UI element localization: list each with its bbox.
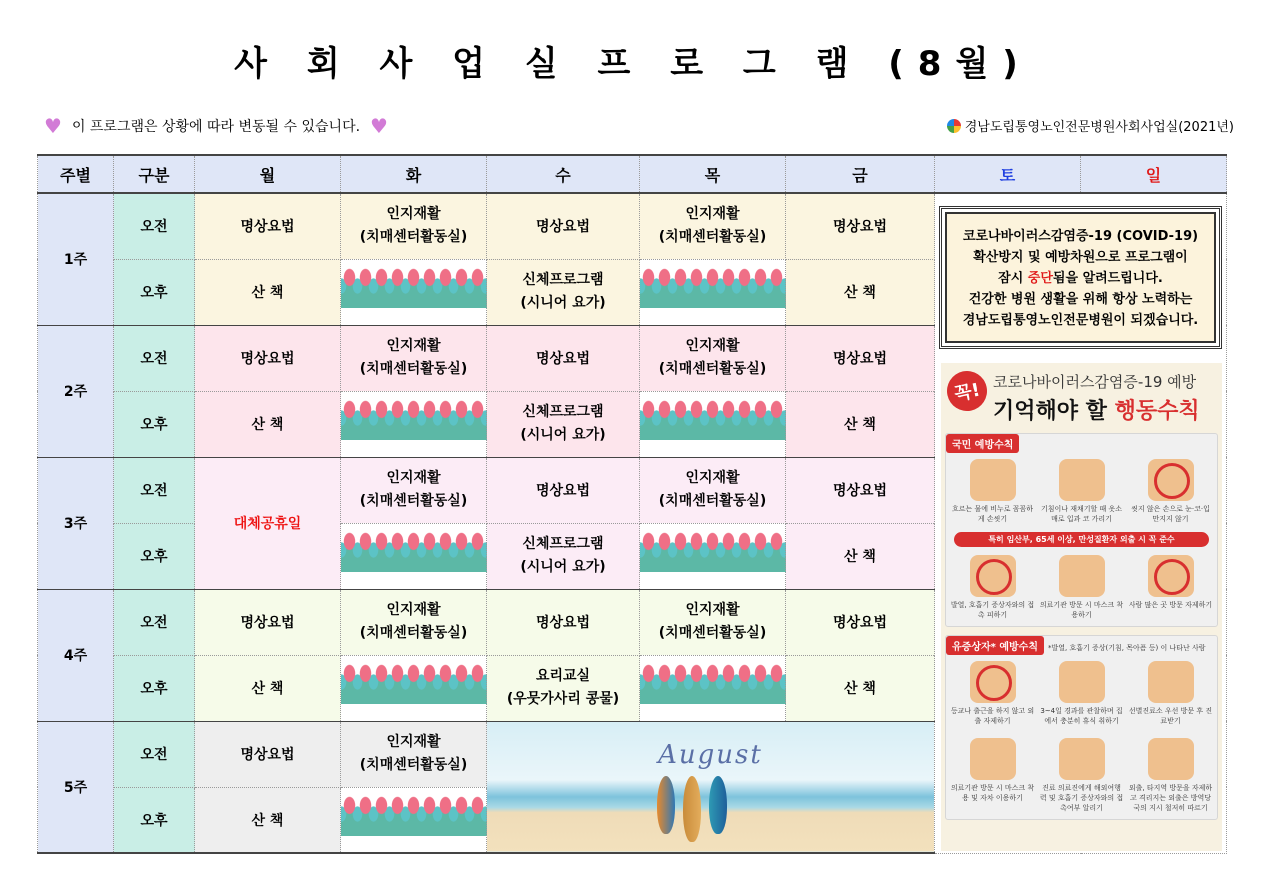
program-cell: 명상요법 (786, 457, 935, 523)
poster-item: 기침이나 재채기할 때 옷소매로 입과 코 가리기 (1039, 459, 1124, 524)
flower-decoration (341, 391, 487, 457)
program-cell: 명상요법 (195, 589, 341, 655)
program-cell: 명상요법 (786, 589, 935, 655)
covid-prevention-poster (941, 363, 1222, 851)
checklist-icon (1059, 738, 1105, 780)
header-fri: 금 (786, 155, 935, 193)
poster-section-public (945, 433, 1218, 627)
part-pm: 오후 (114, 655, 195, 721)
poster-item: 진료 의료진에게 해외여행력 및 호흡기 증상자와의 접촉여부 알리기 (1039, 738, 1124, 813)
covid-notice-line: 경남도립통영노인전문병원이 되겠습니다. (962, 312, 1199, 328)
header-thu: 목 (640, 155, 786, 193)
program-cell: 인지재활 (치매센터활동실) (341, 325, 487, 391)
poster-item: 의료기관 방문 시 마스크 착용하기 (1039, 555, 1124, 620)
notice-text: 이 프로그램은 상황에 따라 변동될 수 있습니다. (71, 119, 361, 135)
header-sun: 일 (1081, 155, 1227, 193)
part-am: 오전 (114, 589, 195, 655)
organization (947, 116, 1234, 135)
poster-item: 등교나 출근을 하지 않고 외출 자제하기 (950, 661, 1035, 726)
program-cell: 명상요법 (487, 325, 640, 391)
organization-name: 경남도립통영노인전문병원사회사업실(2021년) (964, 120, 1234, 135)
hospital-logo-icon (947, 119, 961, 133)
poster-item: 선별진료소 우선 방문 후 진료받기 (1128, 661, 1213, 726)
program-cell: 인지재활 (치매센터활동실) (341, 457, 487, 523)
flower-decoration (640, 391, 786, 457)
program-cell: 명상요법 (786, 193, 935, 259)
program-cell: 명상요법 (487, 457, 640, 523)
no-outing-icon (970, 661, 1016, 703)
program-cell: 인지재활 (치매센터활동실) (640, 193, 786, 259)
mask-icon (1059, 555, 1105, 597)
part-pm: 오후 (114, 391, 195, 457)
header-mon: 월 (195, 155, 341, 193)
week-label: 1주 (38, 193, 114, 325)
program-cell: 신체프로그램 (시니어 요가) (487, 391, 640, 457)
header-sat: 토 (935, 155, 1081, 193)
flower-decoration (640, 523, 786, 589)
program-cell: 산 책 (195, 655, 341, 721)
header-tue: 화 (341, 155, 487, 193)
poster-item: 사람 많은 곳 방문 자제하기 (1128, 555, 1213, 620)
program-cell: 인지재활 (치매센터활동실) (341, 721, 487, 787)
poster-section-tag: 국민 예방수칙 (946, 434, 1019, 453)
doctor-icon (1148, 661, 1194, 703)
poster-item: 발열, 호흡기 증상자와의 접촉 피하기 (950, 555, 1035, 620)
program-cell: 명상요법 (195, 325, 341, 391)
flower-decoration (341, 259, 487, 325)
august-image-text: August (658, 739, 763, 770)
car-icon (970, 738, 1016, 780)
flower-decoration (341, 655, 487, 721)
holiday-cell: 대체공휴일 (195, 457, 341, 589)
program-cell: 요리교실 (우뭇가사리 콩물) (487, 655, 640, 721)
part-am: 오전 (114, 457, 195, 523)
poster-title: 기억해야 할 행동수칙 (993, 398, 1200, 424)
program-cell: 명상요법 (487, 589, 640, 655)
poster-item: 씻지 않은 손으로 눈·코·입 만지지 않기 (1128, 459, 1213, 524)
program-cell: 산 책 (786, 655, 935, 721)
header-week: 주별 (38, 155, 114, 193)
poster-subtitle: 코로나바이러스감염증-19 예방 (993, 372, 1197, 391)
covid-notice-line: 건강한 병원 생활을 위해 항상 노력하는 (968, 291, 1193, 307)
covid-notice-line: 잠시 중단됨을 알려드립니다. (998, 270, 1163, 286)
surfboards-icon (657, 776, 727, 842)
poster-badge: 꼭! (943, 367, 990, 414)
program-cell: 인지재활 (치매센터활동실) (640, 457, 786, 523)
part-pm: 오후 (114, 787, 195, 853)
program-cell: 산 책 (195, 787, 341, 853)
poster-item: 3~4일 경과를 관찰하며 집에서 충분히 휴식 취하기 (1039, 661, 1124, 726)
poster-item: 의료기관 방문 시 마스크 착용 및 자차 이용하기 (950, 738, 1035, 813)
program-cell: 산 책 (195, 259, 341, 325)
heart-icon: ♥ (370, 114, 388, 138)
program-cell: 신체프로그램 (시니어 요가) (487, 259, 640, 325)
no-crowd-icon (1148, 555, 1194, 597)
program-cell: 인지재활 (치매센터활동실) (341, 589, 487, 655)
week-label: 4주 (38, 589, 114, 721)
august-beach-image (487, 721, 935, 853)
program-cell: 산 책 (786, 391, 935, 457)
part-pm: 오후 (114, 523, 195, 589)
part-pm: 오후 (114, 259, 195, 325)
schedule-table (37, 154, 1227, 854)
covid-notice-line: 확산방지 및 예방차원으로 프로그램이 (973, 249, 1188, 265)
covid-notice-line: 코로나바이러스감염증-19 (COVID-19) (962, 228, 1199, 244)
covid-notice-box (939, 206, 1222, 349)
header-part: 구분 (114, 155, 195, 193)
poster-band: 특히 임산부, 65세 이상, 만성질환자 외출 시 꼭 준수 (954, 532, 1209, 547)
no-contact-icon (970, 555, 1016, 597)
program-cell: 산 책 (786, 523, 935, 589)
program-cell: 산 책 (195, 391, 341, 457)
poster-section-symptomatic: 유증상자* 예방수칙 *발열, 호흡기 증상(기침, 목아픔 등) 이 나타난 사람 등교나 출근을 하지 않고 외출 자제하기 3~4일 경과를 관찰하며 집에서 충분히 휴식 취하기 선별진료소 우선 방문 후 진료받기 의료기관 방문 시 마스크 착용 및 자차 이용하기 진료 의료진에게 해외여행력 및 호흡기 증상자와의 접촉여부 알리기 외출, 타지역 방문을 자제하고 격리지는 외출은 방역당국의 지시 철저히 따르기 (945, 635, 1218, 820)
program-cell: 인지재활 (치매센터활동실) (640, 325, 786, 391)
doctor-icon (1148, 738, 1194, 780)
cough-icon (1059, 459, 1105, 501)
program-cell: 신체프로그램 (시니어 요가) (487, 523, 640, 589)
flower-decoration (640, 259, 786, 325)
part-am: 오전 (114, 721, 195, 787)
poster-item: 외출, 타지역 방문을 자제하고 격리지는 외출은 방역당국의 지시 철저히 따르기 (1128, 738, 1213, 813)
program-cell: 인지재활 (치매센터활동실) (640, 589, 786, 655)
week-label: 2주 (38, 325, 114, 457)
program-cell: 명상요법 (195, 193, 341, 259)
week-label: 5주 (38, 721, 114, 853)
header-wed: 수 (487, 155, 640, 193)
part-am: 오전 (114, 193, 195, 259)
program-cell: 인지재활 (치매센터활동실) (341, 193, 487, 259)
rest-icon (1059, 661, 1105, 703)
side-panel (935, 193, 1227, 853)
handwash-icon (970, 459, 1016, 501)
program-cell: 명상요법 (195, 721, 341, 787)
program-cell: 명상요법 (786, 325, 935, 391)
program-cell: 명상요법 (487, 193, 640, 259)
poster-section-tag: 유증상자* 예방수칙 (946, 636, 1044, 655)
flower-decoration (341, 523, 487, 589)
notice (44, 114, 388, 138)
flower-decoration (341, 787, 487, 853)
program-cell: 산 책 (786, 259, 935, 325)
week-label: 3주 (38, 457, 114, 589)
page-title: 사 회 사 업 실 프 로 그 램 (8월) (234, 44, 1032, 84)
no-touch-icon (1148, 459, 1194, 501)
heart-icon: ♥ (44, 114, 62, 138)
part-am: 오전 (114, 325, 195, 391)
flower-decoration (640, 655, 786, 721)
poster-item: 흐르는 물에 비누로 꼼꼼하게 손씻기 (950, 459, 1035, 524)
